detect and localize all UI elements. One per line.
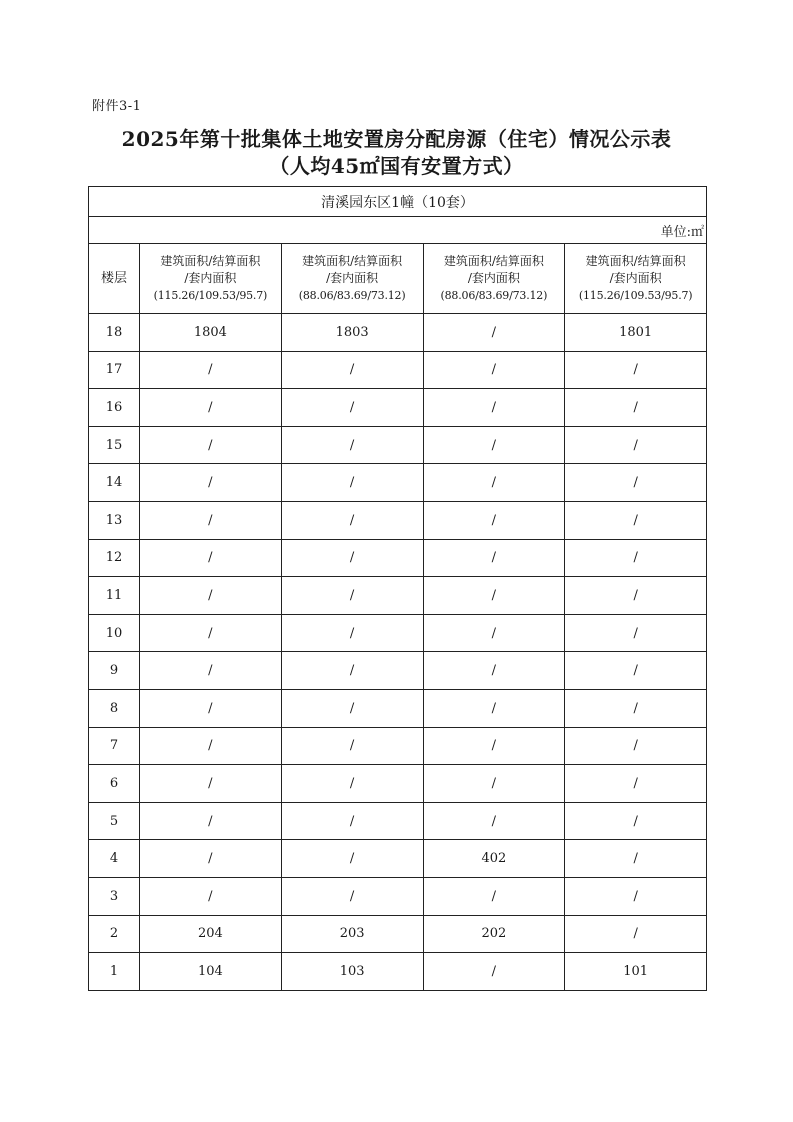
unit-cell: / [565,652,707,690]
unit-cell: / [281,765,423,803]
floor-cell: 14 [89,464,140,502]
table-row [89,727,707,765]
unit-cell: / [565,389,707,427]
column-header-line2: /套内面积 [184,271,237,285]
page-title: 2025年第十批集体土地安置房分配房源（住宅）情况公示表 [121,127,672,151]
unit-cell: / [281,501,423,539]
floor-cell: 1 [89,953,140,991]
unit-cell: / [423,389,565,427]
unit-cell: / [565,727,707,765]
unit-cell: / [423,577,565,615]
column-header-line1: 建筑面积/结算面积 [585,254,686,268]
unit-cell: / [140,351,282,389]
column-header-line1: 建筑面积/结算面积 [302,254,403,268]
floor-cell: 5 [89,802,140,840]
unit-column-header [565,244,707,314]
floor-cell: 6 [89,765,140,803]
column-header-area: (115.26/109.53/95.7) [578,289,693,302]
table-row [89,539,707,577]
unit-cell: / [140,464,282,502]
column-header-area: (115.26/109.53/95.7) [153,289,268,302]
table-row [89,765,707,803]
floor-cell: 17 [89,351,140,389]
unit-label: 单位:㎡ [89,217,707,244]
unit-cell: / [281,802,423,840]
table-row [89,577,707,615]
floor-cell: 7 [89,727,140,765]
table-row [89,915,707,953]
unit-cell: / [423,314,565,352]
unit-cell: / [281,727,423,765]
unit-column-header [423,244,565,314]
floor-cell: 15 [89,426,140,464]
unit-cell: / [281,577,423,615]
page-subtitle: （人均45㎡国有安置方式） [269,154,524,178]
unit-cell: / [565,689,707,727]
column-header-line2: /套内面积 [467,271,520,285]
unit-cell: 203 [281,915,423,953]
table-row [89,689,707,727]
unit-cell: / [140,539,282,577]
unit-cell: / [281,351,423,389]
table-row [89,953,707,991]
column-header-area: (88.06/83.69/73.12) [298,289,406,302]
unit-cell: / [140,501,282,539]
unit-cell: / [423,426,565,464]
unit-column-header [140,244,282,314]
unit-cell: / [565,877,707,915]
unit-cell: / [565,577,707,615]
column-header-line1: 建筑面积/结算面积 [160,254,261,268]
unit-cell: 1801 [565,314,707,352]
unit-cell: / [281,464,423,502]
unit-column-header [281,244,423,314]
unit-cell: / [423,689,565,727]
floor-cell: 11 [89,577,140,615]
unit-cell: 204 [140,915,282,953]
unit-cell: / [140,877,282,915]
unit-cell: / [423,464,565,502]
unit-cell: / [140,840,282,878]
unit-cell: / [281,877,423,915]
unit-cell: / [281,689,423,727]
unit-cell: / [565,464,707,502]
table-row [89,877,707,915]
attachment-label: 附件3-1 [92,99,142,114]
floor-cell: 4 [89,840,140,878]
unit-cell: / [423,539,565,577]
floor-cell: 18 [89,314,140,352]
unit-cell: / [281,539,423,577]
unit-cell: / [565,614,707,652]
unit-cell: / [140,426,282,464]
unit-cell: / [565,765,707,803]
unit-cell: / [565,351,707,389]
floor-cell: 16 [89,389,140,427]
unit-cell: / [565,802,707,840]
unit-cell: 101 [565,953,707,991]
unit-cell: 1804 [140,314,282,352]
unit-cell: / [423,953,565,991]
table-row [89,652,707,690]
floor-column-header: 楼层 [89,244,140,314]
unit-cell: / [140,727,282,765]
unit-cell: 104 [140,953,282,991]
unit-cell: / [281,840,423,878]
table-row [89,351,707,389]
floor-cell: 10 [89,614,140,652]
unit-cell: / [281,389,423,427]
unit-cell: / [140,577,282,615]
unit-cell: / [565,539,707,577]
table-row [89,802,707,840]
floor-cell: 2 [89,915,140,953]
unit-cell: / [140,652,282,690]
unit-cell: / [565,840,707,878]
unit-cell: / [140,802,282,840]
column-header-line2: /套内面积 [326,271,379,285]
unit-cell: 103 [281,953,423,991]
unit-cell: 402 [423,840,565,878]
table-row [89,614,707,652]
unit-cell: / [140,614,282,652]
unit-cell: / [281,652,423,690]
unit-cell: / [423,727,565,765]
unit-cell: / [140,765,282,803]
floor-cell: 12 [89,539,140,577]
unit-cell: 202 [423,915,565,953]
table-row [89,501,707,539]
unit-cell: / [423,765,565,803]
floor-cell: 9 [89,652,140,690]
unit-cell: 1803 [281,314,423,352]
floor-cell: 13 [89,501,140,539]
unit-cell: / [423,501,565,539]
building-header: 清溪园东区1幢（10套） [89,187,707,217]
unit-cell: / [565,501,707,539]
table-row [89,426,707,464]
unit-cell: / [281,614,423,652]
column-header-row [89,244,707,314]
housing-allocation-table [88,186,707,991]
floor-cell: 3 [89,877,140,915]
unit-cell: / [423,802,565,840]
unit-cell: / [423,614,565,652]
unit-cell: / [423,652,565,690]
unit-cell: / [140,689,282,727]
unit-cell: / [423,877,565,915]
table-row [89,840,707,878]
unit-cell: / [565,426,707,464]
table-row [89,389,707,427]
unit-cell: / [140,389,282,427]
column-header-line2: /套内面积 [609,271,662,285]
unit-cell: / [565,915,707,953]
column-header-area: (88.06/83.69/73.12) [440,289,548,302]
unit-cell: / [281,426,423,464]
unit-cell: / [423,351,565,389]
column-header-line1: 建筑面积/结算面积 [443,254,544,268]
floor-cell: 8 [89,689,140,727]
table-row [89,314,707,352]
table-row [89,464,707,502]
